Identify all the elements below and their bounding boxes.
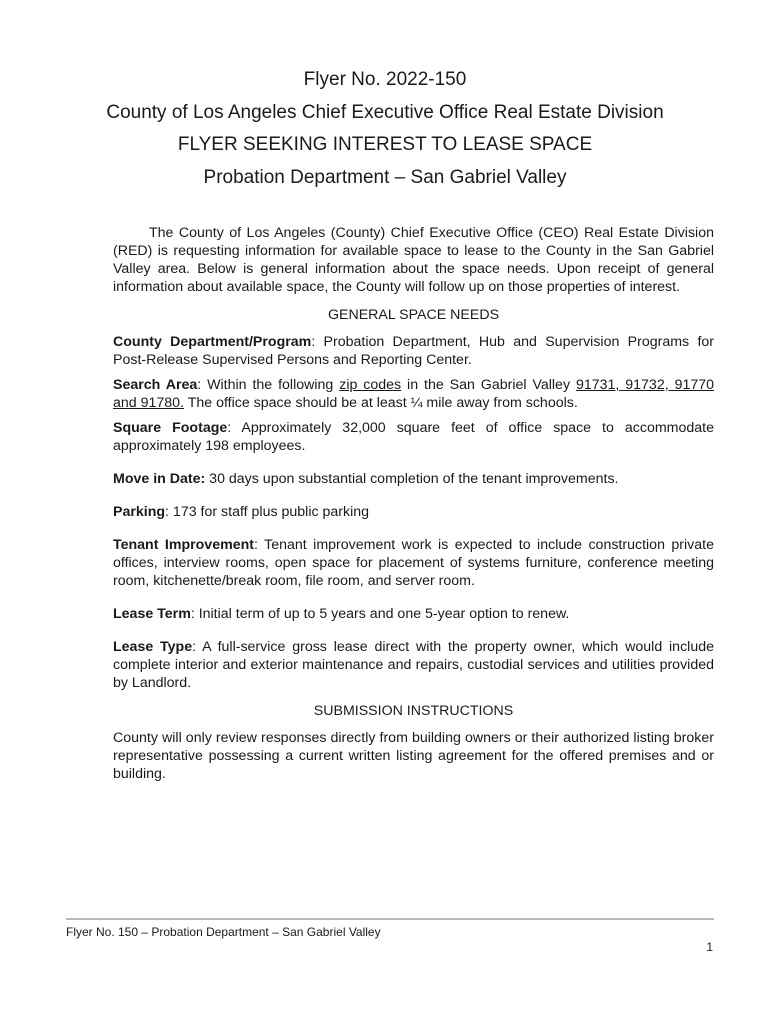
program-text: : Probation Department, Hub and Supervision Programs for Post-Release Supervised Persons and Reporting Center. — [113, 334, 714, 368]
lease-type-label: Lease Type — [113, 639, 193, 655]
move-in-text: 30 days upon substantial completion of the tenant improvements. — [205, 471, 619, 487]
intro-paragraph: The County of Los Angeles (County) Chief Executive Office (CEO) Real Estate Division (RED) is requesting information for available space to lease to the County in the San Gabriel Valley area. Below is general information about the space needs. Upon receipt of general information about available space, the County will follow up on those properties of interest. — [113, 225, 714, 295]
tenant-improvement-item — [113, 536, 714, 590]
lease-type-text: : A full-service gross lease direct with the property owner, which would include complete interior and exterior maintenance and repairs, custodial services and utilities provided by Landlord. — [113, 639, 714, 691]
parking-text: : 173 for staff plus public parking — [165, 504, 370, 520]
search-area-text-3: The office space should be at least ¼ mile away from schools. — [184, 395, 578, 411]
lease-type-item — [113, 638, 714, 692]
parking-label: Parking — [113, 504, 166, 520]
tenant-improvement-label: Tenant Improvement — [113, 537, 254, 553]
flyer-number: Flyer No. 2022-150 — [303, 69, 467, 90]
department-subtitle: Probation Department – San Gabriel Valley — [203, 166, 567, 188]
zip-codes-link[interactable]: zip codes — [339, 377, 402, 393]
move-in-item — [113, 470, 714, 488]
program-item — [113, 333, 714, 369]
zip-list-link[interactable]: 91731, 91732, 91770 and 91780. — [113, 377, 715, 411]
search-area-label: Search Area — [113, 377, 198, 393]
square-footage-label: Square Footage — [113, 420, 228, 436]
document-body — [113, 224, 714, 783]
submission-paragraph: County will only review responses directly from building owners or their authorized listing broker representative possessing a current written listing agreement for the offered premises and or building. — [113, 730, 714, 782]
footer-divider — [66, 918, 714, 920]
tenant-improvement-text: : Tenant improvement work is expected to include construction private offices, interview rooms, open space for placement of systems furniture, conference meeting room, kitchenette/break room, file room, and server room. — [113, 537, 714, 589]
search-area-item — [113, 376, 714, 412]
square-footage-text: : Approximately 32,000 square feet of office space to accommodate approximately 198 employees. — [113, 420, 714, 454]
program-label: County Department/Program — [113, 334, 312, 350]
lease-term-item — [113, 605, 714, 623]
search-area-text-1: : Within the following — [197, 377, 340, 393]
lease-term-text: : Initial term of up to 5 years and one 5-year option to renew. — [190, 606, 570, 622]
lease-term-label: Lease Term — [113, 606, 191, 622]
organization-title: County of Los Angeles Chief Executive Office Real Estate Division — [106, 101, 664, 123]
document-header — [60, 64, 710, 194]
move-in-label: Move in Date: — [113, 471, 206, 487]
page-number: 1 — [706, 940, 713, 954]
square-footage-item — [113, 419, 714, 455]
submission-heading: SUBMISSION INSTRUCTIONS — [313, 703, 514, 719]
footer-text: Flyer No. 150 – Probation Department – San Gabriel Valley — [66, 925, 381, 939]
flyer-title: FLYER SEEKING INTEREST TO LEASE SPACE — [177, 134, 593, 155]
search-area-text-2: in the San Gabriel Valley — [401, 377, 576, 393]
parking-item — [113, 503, 714, 521]
general-needs-heading: GENERAL SPACE NEEDS — [327, 307, 500, 323]
